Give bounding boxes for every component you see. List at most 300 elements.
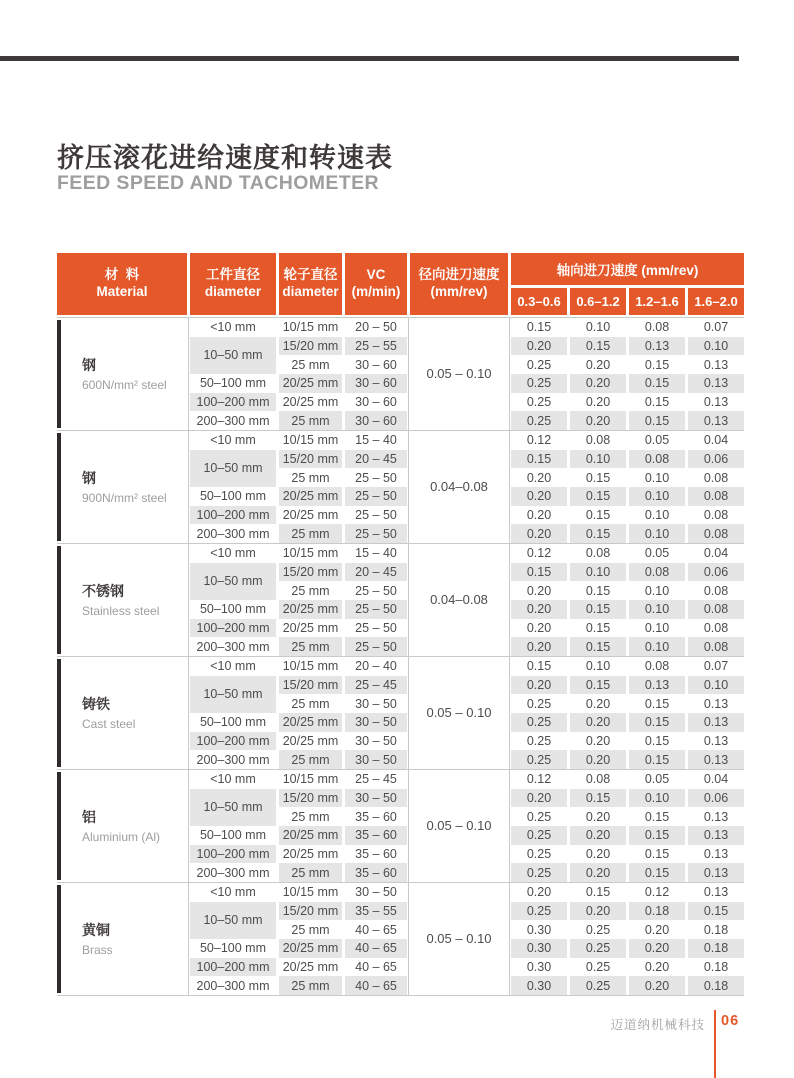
vc-cell: 25 – 45 [345,770,407,789]
axial-feed-value-cell: 0.15 [570,487,626,506]
axial-feed-value-cell: 0.15 [570,524,626,543]
wheel-diameter-cell: 15/20 mm [279,337,342,356]
wheel-diameter-cell: 10/15 mm [279,657,342,676]
axial-feed-value-cell: 0.25 [511,374,567,393]
axial-feed-value-cell: 0.08 [570,770,626,789]
header-axial-range-3: 1.6–2.0 [688,288,744,315]
workpiece-diameter-cell: 200–300 mm [190,524,276,543]
axial-feed-value-cell: 0.13 [688,863,744,882]
axial-feed-value-cell: 0.25 [511,393,567,412]
wheel-diameter-cell: 10/15 mm [279,544,342,563]
vc-cell: 35 – 60 [345,845,407,864]
axial-feed-value-cell: 0.15 [629,411,685,430]
axial-feed-value-cell: 0.10 [570,657,626,676]
axial-feed-value-cell: 0.08 [629,318,685,337]
vc-cell: 25 – 45 [345,676,407,695]
vc-cell: 15 – 40 [345,544,407,563]
material-cell [57,657,187,769]
axial-feed-value-cell: 0.10 [570,318,626,337]
section-accent-bar [57,885,61,993]
axial-feed-value-cell: 0.15 [570,468,626,487]
wheel-diameter-cell: 20/25 mm [279,600,342,619]
material-name-zh: 铝 [82,809,96,826]
axial-feed-value-cell: 0.10 [688,337,744,356]
axial-feed-value-cell: 0.20 [570,902,626,921]
axial-feed-value-cell: 0.25 [570,920,626,939]
column-divider-2 [509,544,510,656]
axial-feed-value-cell: 0.20 [511,600,567,619]
wheel-diameter-cell: 25 mm [279,920,342,939]
axial-feed-value-cell: 0.20 [570,374,626,393]
axial-feed-value-cell: 0.20 [511,337,567,356]
vc-cell: 35 – 60 [345,863,407,882]
axial-feed-value-cell: 0.10 [629,637,685,656]
wheel-diameter-cell: 25 mm [279,807,342,826]
vc-cell: 30 – 60 [345,374,407,393]
axial-feed-value-cell: 0.20 [511,789,567,808]
axial-feed-value-cell: 0.08 [688,637,744,656]
axial-feed-value-cell: 0.20 [511,524,567,543]
vc-cell: 40 – 65 [345,958,407,977]
wheel-diameter-cell: 15/20 mm [279,902,342,921]
workpiece-diameter-cell: 100–200 mm [190,732,276,751]
section-accent-bar [57,320,61,428]
material-name-en: Stainless steel [82,604,160,619]
feed-speed-table [57,253,744,996]
wheel-diameter-cell: 25 mm [279,355,342,374]
vc-cell: 15 – 40 [345,431,407,450]
vc-cell: 35 – 60 [345,807,407,826]
column-divider-0 [188,770,189,882]
vc-cell: 25 – 50 [345,524,407,543]
axial-feed-value-cell: 0.13 [688,393,744,412]
header-material-en: Material [96,284,148,299]
vc-cell: 20 – 40 [345,657,407,676]
vc-cell: 30 – 50 [345,789,407,808]
material-section-2 [57,543,744,656]
wheel-diameter-cell: 20/25 mm [279,845,342,864]
axial-feed-value-cell: 0.20 [570,393,626,412]
axial-feed-value-cell: 0.25 [511,694,567,713]
workpiece-diameter-cell: 200–300 mm [190,411,276,430]
axial-feed-value-cell: 0.30 [511,958,567,977]
axial-feed-value-cell: 0.25 [511,713,567,732]
vc-cell: 30 – 50 [345,694,407,713]
axial-feed-value-cell: 0.15 [570,619,626,638]
axial-feed-value-cell: 0.08 [688,487,744,506]
axial-feed-value-cell: 0.25 [511,863,567,882]
axial-feed-value-cell: 0.20 [511,619,567,638]
vc-cell: 30 – 60 [345,411,407,430]
axial-feed-value-cell: 0.15 [570,676,626,695]
wheel-diameter-cell: 25 mm [279,411,342,430]
axial-feed-value-cell: 0.04 [688,544,744,563]
axial-feed-value-cell: 0.10 [570,563,626,582]
axial-feed-value-cell: 0.13 [688,750,744,769]
axial-feed-value-cell: 0.08 [688,581,744,600]
material-name-zh: 钢 [82,470,96,487]
column-divider-2 [509,657,510,769]
axial-feed-value-cell: 0.25 [511,826,567,845]
axial-feed-value-cell: 0.13 [688,807,744,826]
wheel-diameter-cell: 10/15 mm [279,318,342,337]
header-wheel-zh: 轮子直径 [283,267,338,283]
axial-feed-value-cell: 0.12 [511,770,567,789]
vc-cell: 25 – 50 [345,468,407,487]
header-workpiece-diameter [190,253,276,315]
axial-feed-value-cell: 0.15 [570,883,626,902]
vc-cell: 30 – 50 [345,750,407,769]
axial-feed-value-cell: 0.10 [629,600,685,619]
axial-feed-value-cell: 0.25 [511,807,567,826]
wheel-diameter-cell: 10/15 mm [279,431,342,450]
axial-feed-value-cell: 0.20 [570,713,626,732]
axial-feed-value-cell: 0.20 [511,637,567,656]
vc-cell: 40 – 65 [345,920,407,939]
axial-feed-value-cell: 0.15 [511,318,567,337]
column-divider-2 [509,431,510,543]
wheel-diameter-cell: 10/15 mm [279,770,342,789]
axial-feed-value-cell: 0.15 [688,902,744,921]
axial-feed-value-cell: 0.15 [629,374,685,393]
axial-feed-value-cell: 0.15 [570,637,626,656]
axial-feed-value-cell: 0.13 [629,676,685,695]
axial-feed-value-cell: 0.12 [511,544,567,563]
vc-cell: 20 – 45 [345,450,407,469]
material-section-5 [57,882,744,995]
vc-cell: 25 – 50 [345,600,407,619]
axial-feed-value-cell: 0.04 [688,770,744,789]
axial-feed-value-cell: 0.10 [688,676,744,695]
axial-feed-value-cell: 0.04 [688,431,744,450]
workpiece-diameter-cell: 10–50 mm [190,789,276,826]
axial-feed-value-cell: 0.13 [629,337,685,356]
material-name-en: Cast steel [82,717,136,732]
axial-feed-value-cell: 0.15 [629,732,685,751]
wheel-diameter-cell: 15/20 mm [279,450,342,469]
axial-feed-value-cell: 0.15 [511,450,567,469]
workpiece-diameter-cell: 10–50 mm [190,450,276,487]
axial-feed-value-cell: 0.08 [629,563,685,582]
material-name-zh: 黄铜 [82,922,110,939]
workpiece-diameter-cell: 100–200 mm [190,845,276,864]
column-divider-1 [408,657,409,769]
axial-feed-value-cell: 0.25 [511,845,567,864]
axial-feed-value-cell: 0.15 [629,713,685,732]
material-section-1 [57,430,744,543]
header-axial-range-2: 1.2–1.6 [629,288,685,315]
workpiece-diameter-cell: 50–100 mm [190,713,276,732]
vc-cell: 20 – 50 [345,318,407,337]
material-cell [57,431,187,543]
workpiece-diameter-cell: 50–100 mm [190,939,276,958]
workpiece-diameter-cell: 100–200 mm [190,958,276,977]
axial-feed-value-cell: 0.20 [511,581,567,600]
axial-feed-value-cell: 0.15 [570,789,626,808]
axial-feed-value-cell: 0.10 [629,468,685,487]
vc-cell: 40 – 65 [345,976,407,995]
axial-feed-value-cell: 0.08 [570,431,626,450]
workpiece-diameter-cell: <10 mm [190,657,276,676]
wheel-diameter-cell: 20/25 mm [279,487,342,506]
column-divider-0 [188,883,189,995]
axial-feed-value-cell: 0.08 [688,619,744,638]
axial-feed-value-cell: 0.13 [688,355,744,374]
axial-feed-value-cell: 0.20 [570,411,626,430]
wheel-diameter-cell: 25 mm [279,863,342,882]
column-divider-0 [188,318,189,430]
material-name-zh: 不锈钢 [82,583,124,600]
section-accent-bar [57,659,61,767]
axial-feed-value-cell: 0.13 [688,826,744,845]
table-body [57,317,744,996]
column-divider-0 [188,431,189,543]
workpiece-diameter-cell: 50–100 mm [190,826,276,845]
vc-cell: 30 – 50 [345,713,407,732]
material-name-zh: 铸铁 [82,696,110,713]
axial-feed-value-cell: 0.25 [511,750,567,769]
workpiece-diameter-cell: 50–100 mm [190,487,276,506]
header-axial-range-1: 0.6–1.2 [570,288,626,315]
axial-feed-value-cell: 0.13 [688,411,744,430]
workpiece-diameter-cell: 200–300 mm [190,750,276,769]
axial-feed-value-cell: 0.10 [629,619,685,638]
axial-feed-value-cell: 0.13 [688,374,744,393]
column-divider-2 [509,318,510,430]
column-divider-1 [408,318,409,430]
wheel-diameter-cell: 25 mm [279,637,342,656]
wheel-diameter-cell: 15/20 mm [279,676,342,695]
column-divider-1 [408,431,409,543]
axial-feed-value-cell: 0.20 [629,920,685,939]
wheel-diameter-cell: 10/15 mm [279,883,342,902]
vc-cell: 25 – 50 [345,487,407,506]
table-header [57,253,744,315]
material-cell [57,883,187,995]
axial-feed-value-cell: 0.08 [688,468,744,487]
header-wheel-diameter [279,253,342,315]
header-material [57,253,187,315]
material-name-en: 600N/mm² steel [82,378,167,393]
axial-feed-value-cell: 0.08 [688,506,744,525]
column-divider-2 [509,770,510,882]
column-divider-2 [509,883,510,995]
axial-feed-value-cell: 0.13 [688,883,744,902]
header-workpiece-en: diameter [204,284,262,299]
workpiece-diameter-cell: 10–50 mm [190,337,276,374]
column-divider-0 [188,657,189,769]
axial-feed-value-cell: 0.30 [511,939,567,958]
axial-feed-value-cell: 0.15 [629,826,685,845]
axial-feed-value-cell: 0.20 [570,863,626,882]
axial-feed-value-cell: 0.08 [688,600,744,619]
axial-feed-value-cell: 0.07 [688,318,744,337]
axial-feed-value-cell: 0.18 [688,958,744,977]
header-radial-feed [410,253,508,315]
workpiece-diameter-cell: 100–200 mm [190,619,276,638]
axial-feed-value-cell: 0.20 [570,845,626,864]
material-cell [57,544,187,656]
vc-cell: 30 – 50 [345,883,407,902]
axial-feed-value-cell: 0.20 [629,958,685,977]
radial-feed-cell: 0.04–0.08 [410,544,508,656]
axial-feed-value-cell: 0.20 [570,355,626,374]
axial-feed-value-cell: 0.15 [629,807,685,826]
wheel-diameter-cell: 20/25 mm [279,732,342,751]
axial-feed-value-cell: 0.10 [629,581,685,600]
vc-cell: 30 – 60 [345,393,407,412]
axial-feed-value-cell: 0.13 [688,845,744,864]
header-axial-feed-group: 轴向进刀速度 (mm/rev) [511,253,744,285]
axial-feed-value-cell: 0.05 [629,770,685,789]
axial-feed-value-cell: 0.20 [570,750,626,769]
workpiece-diameter-cell: <10 mm [190,318,276,337]
axial-feed-value-cell: 0.20 [511,468,567,487]
axial-feed-value-cell: 0.10 [629,487,685,506]
material-name-en: Aluminium (Al) [82,830,161,845]
radial-feed-cell: 0.05 – 0.10 [410,883,508,995]
axial-feed-value-cell: 0.10 [629,506,685,525]
material-cell [57,770,187,882]
axial-feed-value-cell: 0.15 [629,694,685,713]
wheel-diameter-cell: 20/25 mm [279,713,342,732]
wheel-diameter-cell: 20/25 mm [279,826,342,845]
axial-feed-value-cell: 0.18 [688,939,744,958]
axial-feed-value-cell: 0.06 [688,789,744,808]
material-section-3 [57,656,744,769]
axial-feed-value-cell: 0.15 [629,393,685,412]
column-divider-1 [408,883,409,995]
axial-feed-value-cell: 0.12 [629,883,685,902]
header-radial-en: (mm/rev) [430,284,488,299]
wheel-diameter-cell: 20/25 mm [279,506,342,525]
wheel-diameter-cell: 20/25 mm [279,958,342,977]
axial-feed-value-cell: 0.20 [570,807,626,826]
axial-feed-value-cell: 0.15 [570,337,626,356]
axial-feed-value-cell: 0.15 [629,355,685,374]
axial-feed-value-cell: 0.20 [511,676,567,695]
header-radial-zh: 径向进刀速度 [418,267,500,283]
wheel-diameter-cell: 20/25 mm [279,619,342,638]
axial-feed-value-cell: 0.13 [688,732,744,751]
axial-feed-value-cell: 0.25 [570,939,626,958]
axial-feed-value-cell: 0.15 [511,657,567,676]
axial-feed-value-cell: 0.08 [570,544,626,563]
axial-feed-value-cell: 0.20 [511,506,567,525]
workpiece-diameter-cell: <10 mm [190,431,276,450]
axial-feed-value-cell: 0.10 [629,789,685,808]
material-section-0 [57,317,744,430]
workpiece-diameter-cell: 200–300 mm [190,637,276,656]
axial-feed-value-cell: 0.13 [688,713,744,732]
vc-cell: 25 – 50 [345,619,407,638]
axial-feed-value-cell: 0.08 [688,524,744,543]
radial-feed-cell: 0.04–0.08 [410,431,508,543]
workpiece-diameter-cell: 100–200 mm [190,393,276,412]
wheel-diameter-cell: 20/25 mm [279,393,342,412]
vc-cell: 25 – 50 [345,506,407,525]
vc-cell: 25 – 50 [345,637,407,656]
axial-feed-value-cell: 0.20 [511,883,567,902]
section-accent-bar [57,546,61,654]
axial-feed-value-cell: 0.15 [570,581,626,600]
axial-feed-value-cell: 0.20 [629,939,685,958]
workpiece-diameter-cell: 100–200 mm [190,506,276,525]
axial-feed-value-cell: 0.30 [511,976,567,995]
axial-feed-value-cell: 0.15 [570,506,626,525]
wheel-diameter-cell: 15/20 mm [279,789,342,808]
axial-feed-value-cell: 0.25 [570,976,626,995]
page-subtitle: FEED SPEED AND TACHOMETER [57,172,380,194]
header-workpiece-zh: 工件直径 [206,267,260,283]
header-axial-range-0: 0.3–0.6 [511,288,567,315]
axial-feed-value-cell: 0.06 [688,450,744,469]
header-vc [345,253,407,315]
column-divider-1 [408,770,409,882]
axial-feed-value-cell: 0.08 [629,657,685,676]
vc-cell: 40 – 65 [345,939,407,958]
vc-cell: 20 – 45 [345,563,407,582]
workpiece-diameter-cell: <10 mm [190,770,276,789]
wheel-diameter-cell: 25 mm [279,581,342,600]
axial-feed-value-cell: 0.05 [629,544,685,563]
radial-feed-cell: 0.05 – 0.10 [410,657,508,769]
axial-feed-value-cell: 0.15 [629,750,685,769]
header-vc-l2: (m/min) [351,284,401,299]
wheel-diameter-cell: 25 mm [279,468,342,487]
axial-feed-value-cell: 0.20 [570,826,626,845]
wheel-diameter-cell: 25 mm [279,524,342,543]
material-name-en: Brass [82,943,113,958]
wheel-diameter-cell: 20/25 mm [279,374,342,393]
axial-feed-value-cell: 0.12 [511,431,567,450]
column-divider-0 [188,544,189,656]
axial-feed-value-cell: 0.15 [629,863,685,882]
axial-feed-value-cell: 0.13 [688,694,744,713]
wheel-diameter-cell: 25 mm [279,750,342,769]
axial-feed-value-cell: 0.25 [511,732,567,751]
footer-company-name: 迈道纳机械科技 [610,1018,705,1032]
wheel-diameter-cell: 25 mm [279,694,342,713]
vc-cell: 30 – 60 [345,355,407,374]
vc-cell: 30 – 50 [345,732,407,751]
axial-feed-value-cell: 0.10 [629,524,685,543]
axial-feed-value-cell: 0.18 [629,902,685,921]
axial-feed-value-cell: 0.20 [629,976,685,995]
section-accent-bar [57,433,61,541]
axial-feed-value-cell: 0.15 [511,563,567,582]
axial-feed-value-cell: 0.20 [570,732,626,751]
workpiece-diameter-cell: 10–50 mm [190,902,276,939]
workpiece-diameter-cell: <10 mm [190,544,276,563]
footer-page-number: 06 [721,1013,740,1029]
vc-cell: 35 – 55 [345,902,407,921]
vc-cell: 25 – 50 [345,581,407,600]
wheel-diameter-cell: 15/20 mm [279,563,342,582]
header-wheel-en: diameter [282,284,339,299]
axial-feed-value-cell: 0.25 [511,902,567,921]
vc-cell: 25 – 55 [345,337,407,356]
material-section-4 [57,769,744,882]
axial-feed-value-cell: 0.18 [688,920,744,939]
page-title: 挤压滚花进给速度和转速表 [57,143,393,173]
vc-cell: 35 – 60 [345,826,407,845]
column-divider-1 [408,544,409,656]
wheel-diameter-cell: 20/25 mm [279,939,342,958]
axial-feed-value-cell: 0.10 [570,450,626,469]
axial-feed-value-cell: 0.20 [511,487,567,506]
radial-feed-cell: 0.05 – 0.10 [410,770,508,882]
